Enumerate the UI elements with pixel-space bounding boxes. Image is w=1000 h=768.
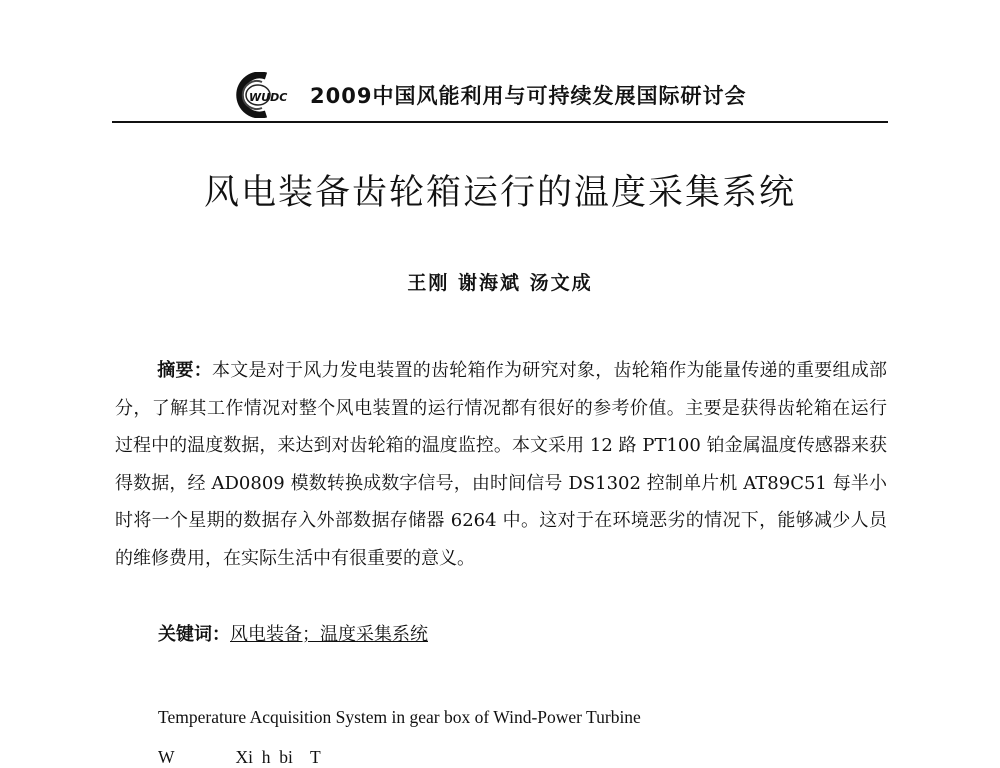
conference-header	[232, 70, 792, 120]
paper-authors: 王刚 谢海斌 汤文成	[407, 272, 593, 294]
keywords-label: 关键词：	[158, 624, 230, 645]
conference-globe-logo-icon	[232, 72, 302, 118]
abstract-paragraph	[115, 352, 887, 577]
abstract-label: 摘要：	[157, 360, 212, 381]
abstract-text: 本文是对于风力发电装置的齿轮箱作为研究对象，齿轮箱作为能量传递的重要组成部分，了解其工作情况对整个风电装置的运行情况都有很好的参考价值。主要是获得齿轮箱在运行过程中的温度数据，来达到对齿轮箱的温度监控。本文采用 12 路 PT100 铂金属温度传感器来获得数据，经 AD0809 模数转换成数字信号，由时间信号 DS1302 控制单片机 AT89C51 每半小时将一个星期的数据存入外部数据存储器 6264 中。这对于在环境恶劣的情况下，能够减少人员的维修费用，在实际生活中有很重要的意义。	[115, 360, 887, 569]
keywords-value: 风电装备；温度采集系统	[230, 624, 428, 645]
paper-title: 风电装备齿轮箱运行的温度采集系统	[203, 173, 796, 213]
conference-title: 2009中国风能利用与可持续发展国际研讨会	[310, 84, 747, 108]
english-title: Temperature Acquisition System in gear box of Wind-Power Turbine	[158, 707, 641, 727]
header-divider	[112, 121, 888, 123]
keywords-line	[158, 620, 428, 646]
logo-text: WUDC	[249, 91, 288, 104]
english-authors: W Xi h bi T	[158, 747, 321, 767]
